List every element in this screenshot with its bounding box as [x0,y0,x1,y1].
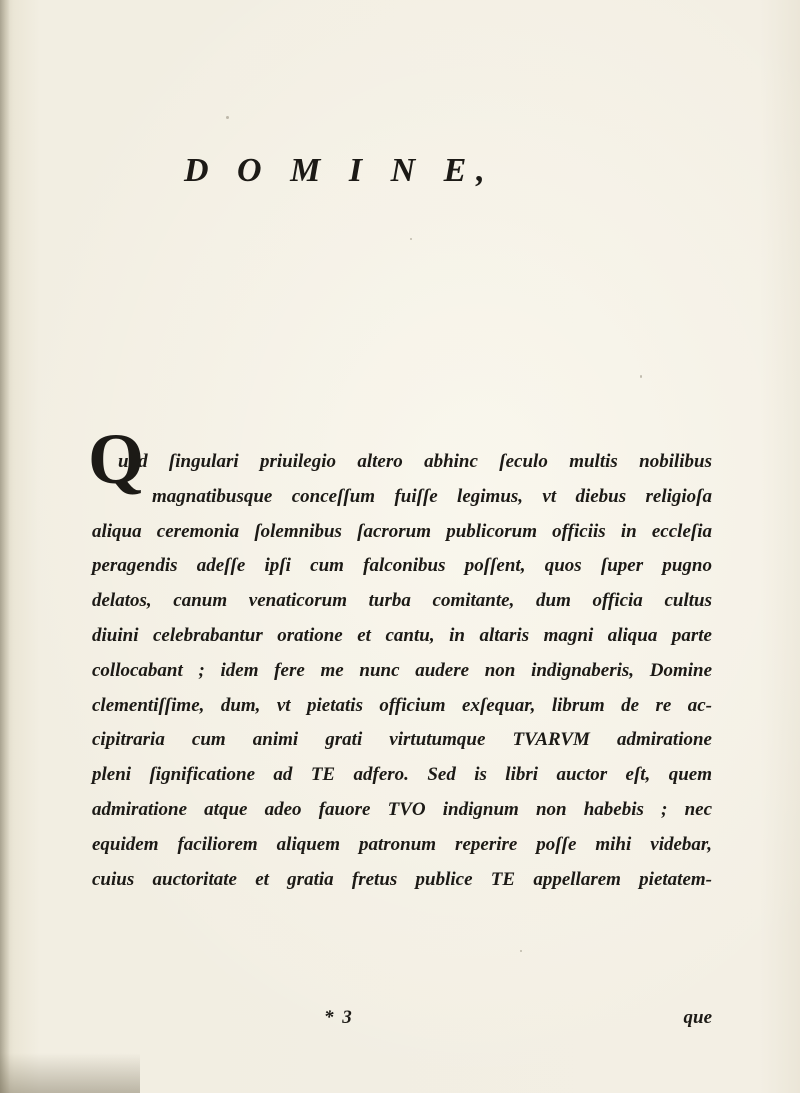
text-line-11: admiratione atque adeo fauore TVO indignum non habebis ; nec [92,798,712,820]
line-text: uod ſingulari priuilegio altero abhinc ſeculo multis nobilibus [118,451,712,472]
page-shadow [0,1053,140,1093]
signature-mark: * 3 [324,1007,354,1028]
paper-speck [410,238,412,240]
text-line-6: diuini celebrabantur oratione et cantu, in altaris magni aliqua parte [92,624,712,646]
dedication-heading: D O M I N E, [184,152,495,189]
text-line-5: delatos, canum venaticorum turba comitante, dum officia cultus [92,590,712,612]
paper-speck [520,950,522,952]
paper-speck [226,116,229,119]
text-line-13: cuius auctoritate et gratia fretus publice TE appellarem pietatem- [92,868,712,890]
text-line-9: cipitraria cum animi grati virtutumque TVARVM admiratione [92,729,712,751]
drop-cap: Q [88,419,145,499]
text-line-2: magnatibusque conceſſum fuiſſe legimus, vt diebus religioſa [152,485,712,507]
binding-edge [0,0,10,1093]
text-line-12: equidem faciliorem aliquem patronum reperire poſſe mihi videbar, [92,833,712,855]
text-line-4: peragendis adeſſe ipſi cum falconibus poſſent, quos ſuper pugno [92,555,712,577]
text-line-10: pleni ſignificatione ad TE adfero. Sed is libri auctor eſt, quem [92,764,712,786]
catchword: que [683,1007,712,1028]
page-footer [92,1007,712,1037]
text-line-3: aliqua ceremonia ſolemnibus ſacrorum publicorum officiis in eccleſia [92,520,712,542]
text-line-8: clementiſſime, dum, vt pietatis officium exſequar, librum de re ac- [92,694,712,716]
paper-speck [640,375,642,378]
dedication-text [88,419,712,897]
text-line-7: collocabant ; idem fere me nunc audere non indignaberis, Domine [92,659,712,681]
